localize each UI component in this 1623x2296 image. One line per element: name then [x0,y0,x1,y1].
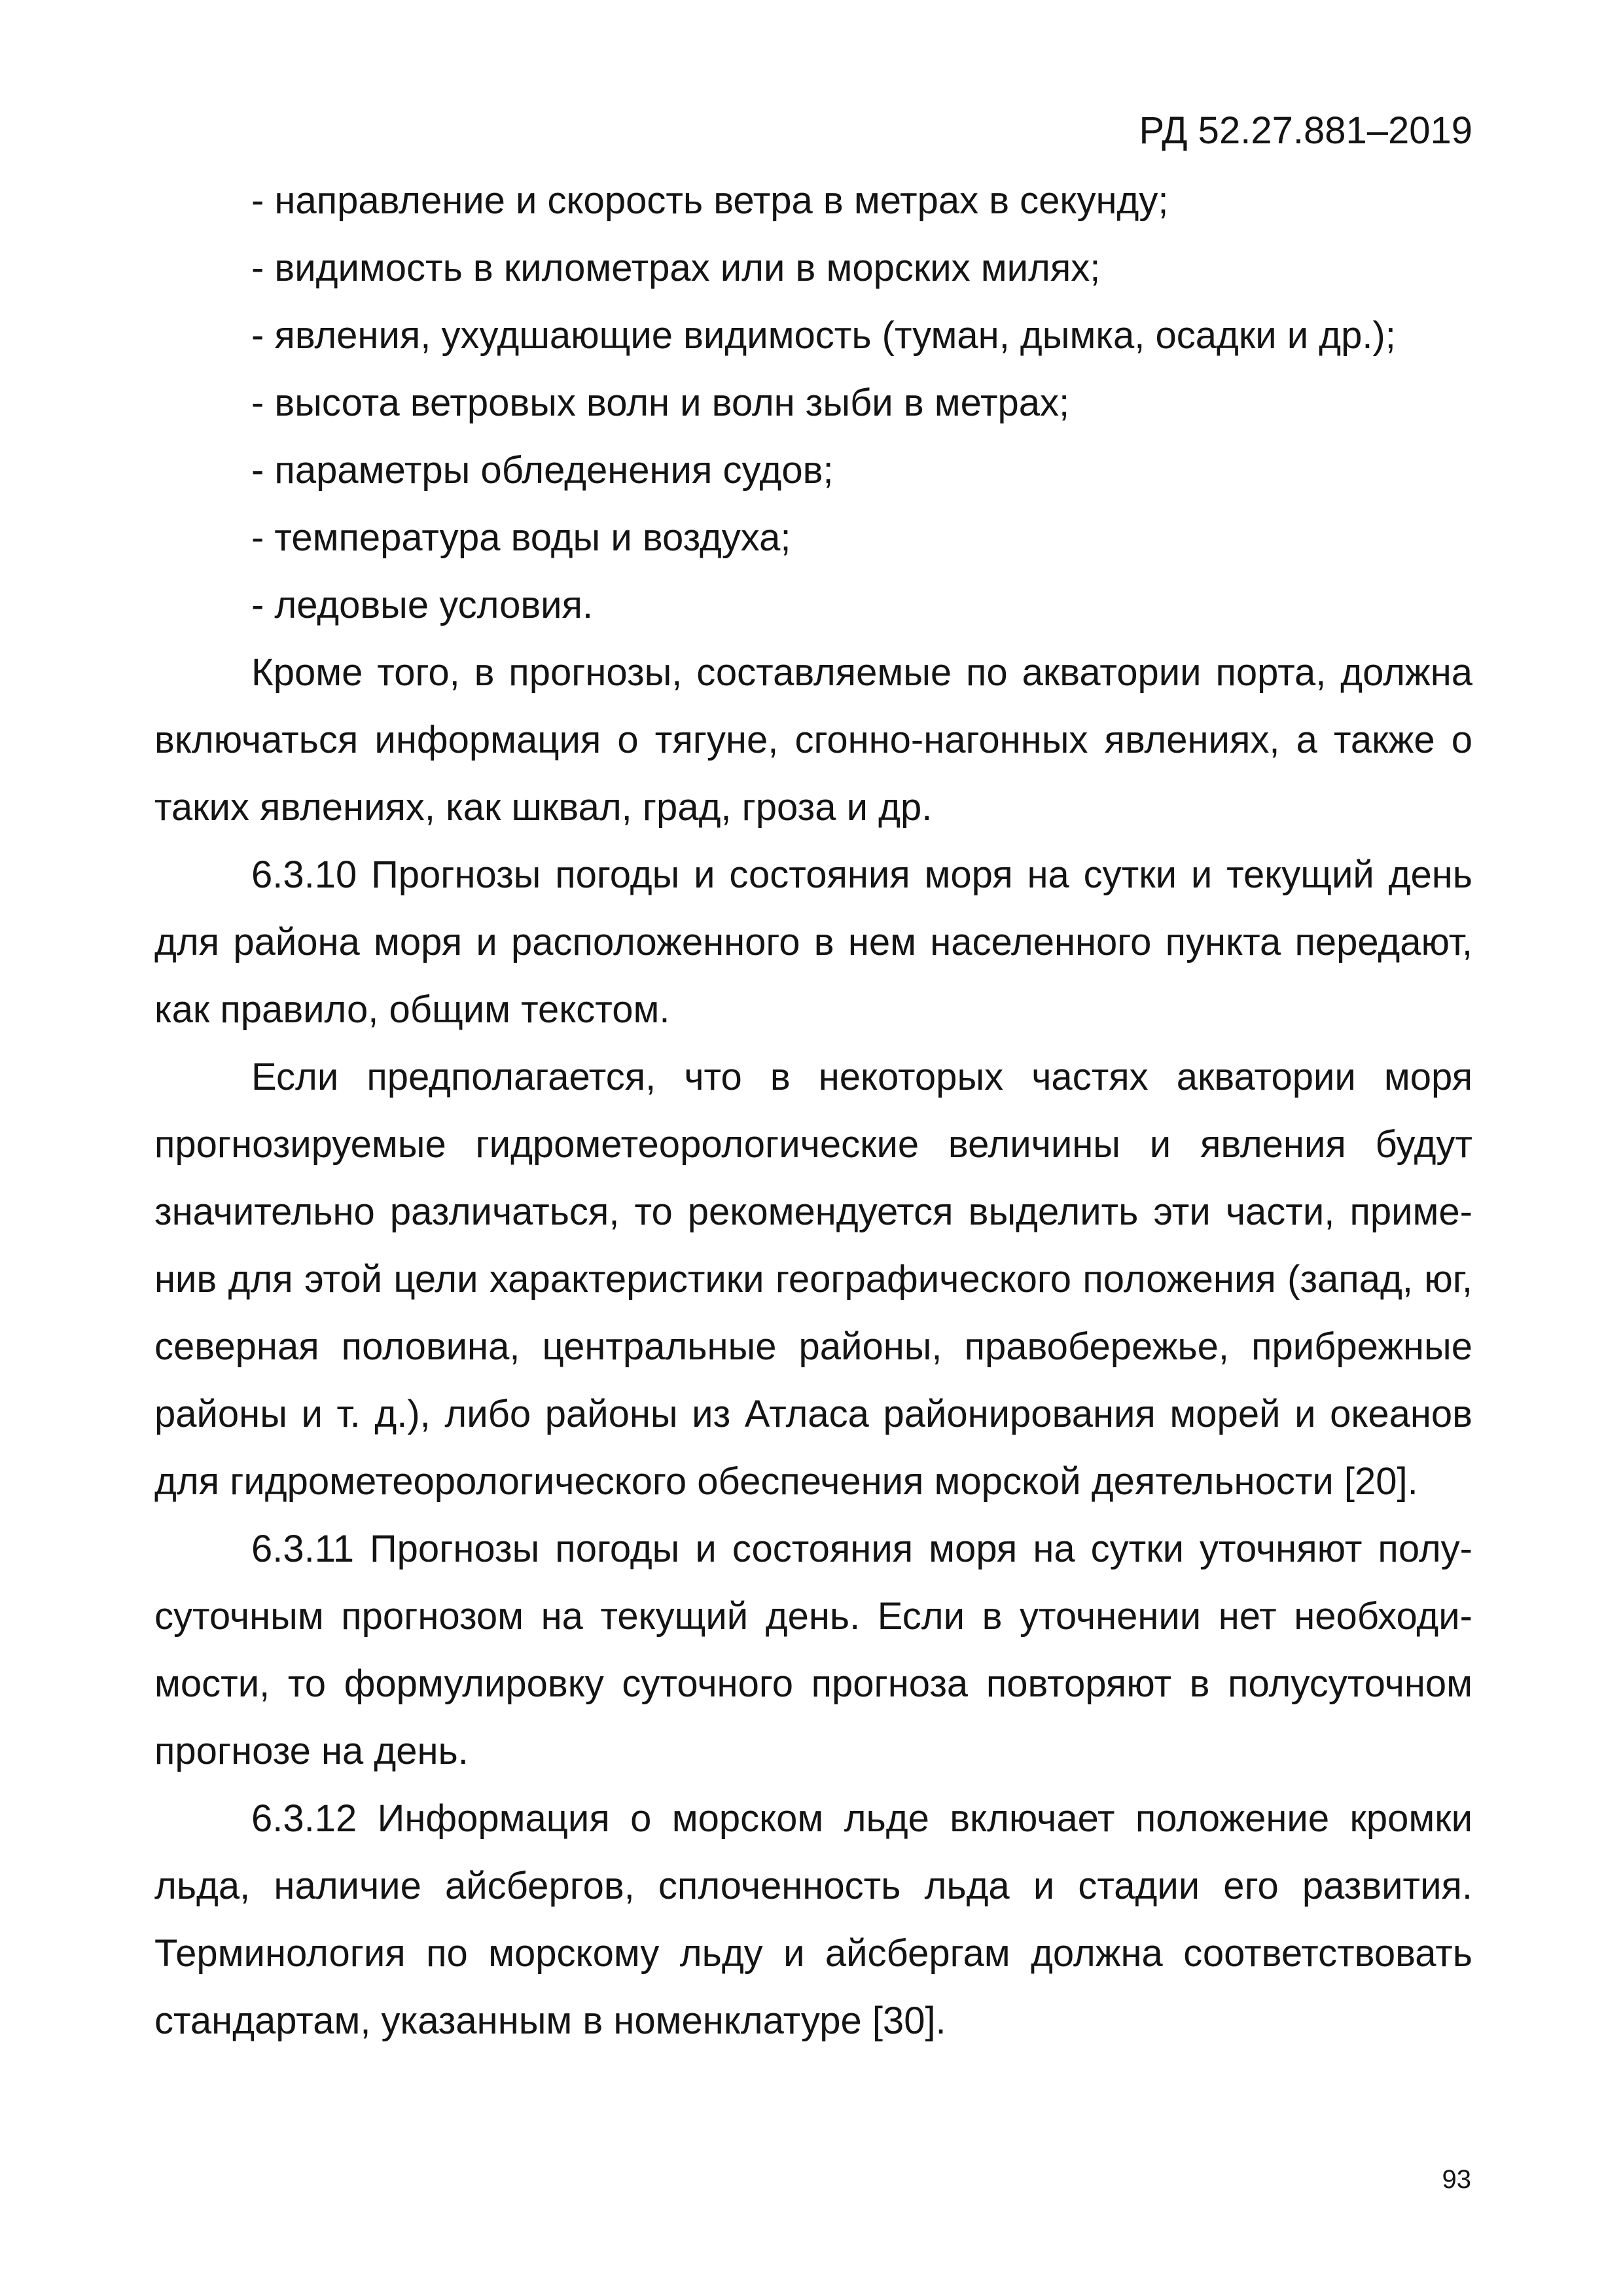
page-body [154,167,1472,2054]
document-code-header: РД 52.27.881–2019 [1139,109,1472,152]
list-item: - параметры обледенения судов; [251,449,834,492]
list-item: - ледовые условия. [251,584,594,626]
list-item: - явления, ухудшающие видимость (туман, дымка, осадки и др.); [251,314,1396,357]
list-item: - высота ветровых волн и волн зыби в метрах; [251,382,1070,424]
paragraph-regions: Если предполагается, что в некоторых частях акватории моря прогнозируемые гидрометеорологические величины и явления будут значительно различаться, то рекомендуется выделить эти части, применив для этой цели характеристики географического положения (запад, юг, северная половина, центральные районы, правобережье, прибрежные районы и т. д.), либо районы из Атласа районирования морей и океанов для гидрометеорологического обеспечения морской деятельности [20]. [154,1056,1472,1503]
paragraph-port-forecast: Кроме того, в прогнозы, составляемые по акватории порта, должна включаться информация о тягуне, сгонно-нагонных явлениях, а также о таких явлениях, как шквал, град, гроза и др. [154,651,1472,829]
paragraph-6-3-12: 6.3.12 Информация о морском льде включает положение кромки льда, наличие айсбергов, сплоченность льда и стадии его развития. Терминология по морскому льду и айсбергам должна соответствовать стандартам, указанным в номенклатуре [30]. [154,1797,1472,2042]
paragraph-6-3-11: 6.3.11 Прогнозы погоды и состояния моря на сутки уточняют полусуточным прогнозом на текущий день. Если в уточнении нет необходимости, то формулировку суточного прогноза повторяют в полусуточном прогнозе на день. [154,1528,1472,1772]
paragraph-6-3-10: 6.3.10 Прогнозы погоды и состояния моря на сутки и текущий день для района моря и расположенного в нем населенного пункта передают, как правило, общим текстом. [154,853,1472,1031]
list-item: - направление и скорость ветра в метрах в секунду; [251,179,1169,222]
list-item: - температура воды и воздуха; [251,516,791,559]
page-number: 93 [1442,2165,1471,2194]
list-item: - видимость в километрах или в морских милях; [251,247,1101,289]
